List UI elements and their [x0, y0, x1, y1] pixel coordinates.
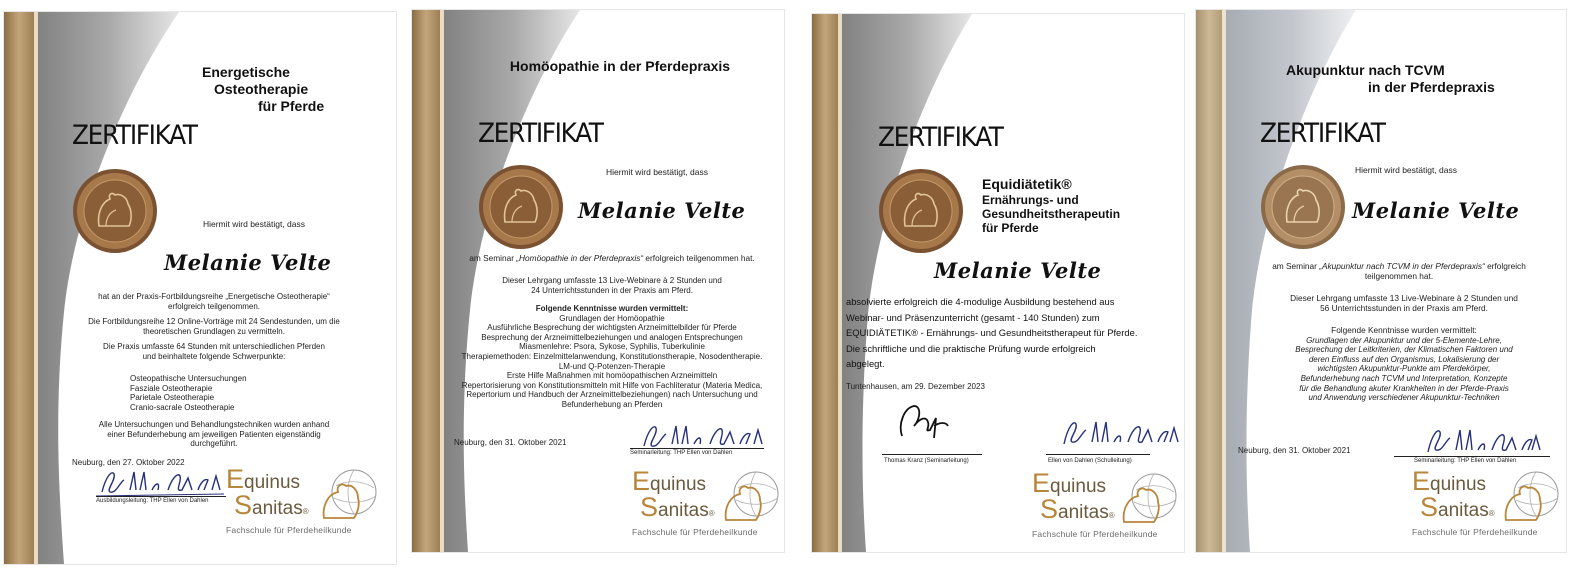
- certificate-title: [1286, 62, 1495, 96]
- signature-label-right: Ellen von Dahlen (Schulleitung): [1048, 458, 1132, 464]
- logo-letter: E: [1412, 466, 1431, 496]
- certificate-akupunktur: [1196, 10, 1566, 552]
- signature-image: [894, 396, 954, 454]
- body-line: abgelegt.: [846, 358, 885, 369]
- topic-item: LM-und Q-Potenzen-Therapie: [558, 361, 666, 371]
- title-line: Gesundheitstherapeutin: [982, 207, 1121, 221]
- signature-line: [1046, 454, 1150, 455]
- topic-item: Cranio-sacrale Osteotherapie: [130, 402, 235, 412]
- body-line: 56 Unterrichtsstunden in der Praxis am Pferd.: [1320, 302, 1488, 313]
- seminar-line: [442, 254, 782, 264]
- seal-icon: [1260, 164, 1346, 250]
- title-line: in der Pferdepraxis: [1368, 79, 1495, 95]
- certificate-body: [442, 276, 782, 295]
- seminar-prefix: am Seminar: [469, 253, 517, 263]
- seal-icon: [478, 164, 564, 250]
- body-line: Alle Untersuchungen und Behandlungstechniken wurden anhand: [98, 420, 330, 429]
- knowledge-heading: Folgende Kenntnisse wurden vermittelt:: [535, 304, 689, 313]
- logo-word: anitas: [1058, 502, 1109, 523]
- topic-item: Parietale Osteotherapie: [130, 393, 215, 403]
- recipient-name: Melanie Velte: [1352, 198, 1520, 223]
- certificate-body: [66, 292, 362, 362]
- body-line: durchgeführt.: [190, 439, 238, 449]
- body-line: hat an der Praxis-Fortbildungsreihe „Energetische Osteotherapie“: [98, 292, 330, 301]
- place-date: Neuburg, den 27. Oktober 2022: [72, 458, 185, 467]
- signature-label-left: Thomas Kranz (Seminarleitung): [884, 458, 969, 464]
- logo-letter: E: [226, 464, 245, 494]
- signature-image: [96, 464, 226, 500]
- body-line: Die Fortbildungsreihe 12 Online-Vorträge mit 24 Sendestunden, um die: [88, 317, 340, 327]
- title-line: Akupunktur nach TCVM: [1286, 62, 1445, 78]
- title-line: Homöopathie in der Pferdepraxis: [509, 58, 731, 74]
- confirm-text: Hiermit wird bestätigt, dass: [202, 219, 306, 229]
- signature-image: [1058, 414, 1180, 452]
- logo-word: anitas: [658, 500, 709, 521]
- body-line: EQUIDIÄTETIK® - Ernährungs- und Gesundheitstherapeut für Pferde.: [846, 327, 1138, 338]
- body-line: einer Befunderhebung am jeweiligen Patienten eigenständig: [107, 429, 321, 439]
- logo-registered: ®: [708, 509, 715, 518]
- seminar-title: „Homöopathie in der Pferdepraxis“: [516, 253, 644, 263]
- certificate-heading: ZERTIFIKAT: [72, 120, 197, 151]
- logo-word: anitas: [252, 498, 303, 519]
- place-date: Neuburg, den 31. Oktober 2021: [1238, 446, 1351, 455]
- certificate-homoeopathie: [412, 10, 784, 552]
- certificate-body: [846, 294, 1182, 372]
- title-line: für Pferde: [258, 98, 325, 114]
- seal-icon: [878, 168, 964, 254]
- horse-globe-icon: [1498, 468, 1562, 528]
- topic-item: Befunderhebung nach TCVM und Interpretation, Konzepte: [1300, 373, 1508, 383]
- certificate-heading: ZERTIFIKAT: [1260, 118, 1385, 149]
- topic-item: Grundlagen der Akupunktur und der 5-Elemente-Lehre,: [1306, 335, 1502, 345]
- certificate-heading: ZERTIFIKAT: [478, 118, 603, 149]
- closing-text: [66, 420, 362, 449]
- topic-item: wichtigsten Akupunktur-Punkte am Pferdekörper,: [1317, 364, 1491, 374]
- topic-item: Ausführliche Besprechung der wichtigsten Arzneimittelbilder für Pferde: [487, 323, 737, 333]
- certificate-title: [500, 58, 740, 75]
- logo-word: quinus: [1050, 476, 1107, 497]
- recipient-name: Melanie Velte: [164, 250, 332, 275]
- topic-item: Fasziale Osteotherapie: [130, 383, 213, 393]
- topic-item: Erste Hilfe Maßnahmen mit homöopathischen Arzneimitteln: [506, 371, 718, 381]
- topic-item: Osteopathische Untersuchungen: [130, 374, 247, 383]
- seal-icon: [72, 168, 158, 254]
- recipient-name: Melanie Velte: [934, 258, 1102, 283]
- title-line: Equidiätetik®: [982, 176, 1072, 192]
- certificate-title: [202, 64, 324, 115]
- logo-subtitle: Fachschule für Pferdeheilkunde: [1032, 529, 1158, 539]
- topic-item: Besprechung der Leitkriterien, der Klimatischen Faktoren und: [1295, 345, 1513, 355]
- topic-item: Besprechung der Arzneimittelbeziehungen und analogen Entsprechungen: [481, 332, 743, 342]
- seminar-line: [1236, 262, 1562, 281]
- topic-item: Repertorium und Handbuch der Arzneimittelbeziehungen) nach Untersuchung und: [466, 390, 758, 400]
- topic-list: [130, 374, 247, 412]
- signature-label: Seminarleitung: THP Ellen von Dahlen: [1414, 458, 1517, 464]
- signature-line: [96, 496, 226, 497]
- topic-item: deren Einfluss auf den Organismus, Lokalisierung der: [1308, 354, 1500, 364]
- topic-item: und Anwendung verschiedener Akupunktur-Techniken: [1308, 393, 1500, 403]
- signature-line: [1394, 456, 1550, 457]
- body-line: Dieser Lehrgang umfasste 13 Live-Webinare à 2 Stunden und: [502, 276, 722, 285]
- topic-item: Repertorisierung von Konstitutionsmitteln mit Hilfe von Fachliteratur (Materia Medica,: [461, 380, 763, 390]
- body-line: Die schriftliche und die praktische Prüfung wurde erfolgreich: [846, 342, 1096, 354]
- certificate-equidiaetetik: [812, 14, 1184, 552]
- logo-letter: S: [1420, 492, 1439, 522]
- seminar-suffix: erfolgreich: [1484, 261, 1526, 271]
- confirm-text: Hiermit wird bestätigt, dass: [605, 167, 709, 177]
- knowledge-heading: Folgende Kenntnisse wurden vermittelt:: [1331, 325, 1477, 335]
- title-line: Ernährungs- und: [982, 193, 1079, 207]
- title-line: Osteotherapie: [214, 81, 309, 97]
- topic-item: Therapiemethoden: Einzelmittelanwendung, Konstitutionstherapie, Nosodentherapie.: [461, 351, 763, 361]
- certificate-body: [1246, 294, 1562, 313]
- logo-letter: S: [640, 492, 659, 522]
- title-line: Energetische: [202, 64, 290, 80]
- logo-letter: E: [632, 466, 651, 496]
- title-line: für Pferde: [982, 221, 1039, 235]
- body-line: erfolgreich teilgenommen.: [167, 301, 261, 311]
- logo-word: quinus: [244, 472, 301, 493]
- body-line: Die Praxis umfasste 64 Stunden mit unterschiedlichen Pferden: [103, 342, 325, 352]
- logo-word: anitas: [1438, 500, 1489, 521]
- logo-letter: S: [234, 490, 253, 520]
- knowledge-section: [438, 304, 784, 410]
- logo-letter: E: [1032, 468, 1051, 498]
- horse-globe-icon: [1116, 470, 1180, 530]
- recipient-name: Melanie Velte: [578, 198, 746, 223]
- body-line: absolvierte erfolgreich die 4-modulige Ausbildung bestehend aus: [846, 296, 1115, 307]
- horse-globe-icon: [718, 468, 782, 528]
- topic-item: für die Behandlung akuter Krankheiten in der Pferde-Praxis: [1299, 383, 1509, 393]
- signature-line: [882, 454, 982, 455]
- logo-subtitle: Fachschule für Pferdeheilkunde: [226, 525, 352, 535]
- logo-word: quinus: [650, 474, 707, 495]
- logo-subtitle: Fachschule für Pferdeheilkunde: [632, 527, 758, 537]
- logo-registered: ®: [1488, 509, 1495, 518]
- horse-globe-icon: [316, 466, 380, 526]
- seminar-prefix: am Seminar: [1272, 261, 1320, 271]
- body-line: Dieser Lehrgang umfasste 13 Live-Webinare à 2 Stunden und: [1290, 293, 1518, 303]
- topic-item: Befunderhebung an Pferden: [561, 399, 663, 409]
- body-line: und beinhaltete folgende Schwerpunkte:: [142, 351, 286, 361]
- logo-registered: ®: [1108, 511, 1115, 520]
- body-line: 24 Unterrichtsstunden in der Praxis am Pferd.: [531, 285, 693, 295]
- seminar-line-2: teilgenommen hat.: [1364, 270, 1434, 281]
- certificate-heading: ZERTIFIKAT: [878, 122, 1003, 153]
- logo-word: quinus: [1430, 474, 1487, 495]
- topic-item: Grundlagen der Homöopathie: [559, 313, 665, 323]
- body-line: theoretischen Grundlagen zu vermitteln.: [143, 326, 285, 336]
- topic-item: Miasmenlehre: Psora, Sykose, Syphilis, Tuberkulinie: [519, 342, 705, 352]
- knowledge-section: [1256, 326, 1552, 403]
- seminar-title: „Akupunktur nach TCVM in der Pferdepraxis“: [1319, 261, 1485, 271]
- certificate-osteotherapie: [4, 12, 396, 564]
- signature-label: Seminarleitung: THP Ellen von Dahlen: [630, 450, 733, 456]
- place-date: Tuntenhausen, am 29. Dezember 2023: [846, 382, 985, 391]
- signature-image: [1422, 424, 1542, 458]
- logo-registered: ®: [302, 507, 309, 516]
- seminar-suffix: erfolgreich teilgenommen hat.: [643, 253, 755, 263]
- body-line: Webinar- und Präsenzunterricht (gesamt - 140 Stunden) zum: [846, 311, 1100, 323]
- place-date: Neuburg, den 31. Oktober 2021: [454, 438, 567, 447]
- signature-line: [630, 448, 764, 449]
- certificate-title: [982, 176, 1120, 235]
- signature-label: Ausbildungsleitung: THP Ellen von Dahlen: [96, 498, 209, 504]
- confirm-text: Hiermit wird bestätigt, dass: [1354, 165, 1458, 175]
- logo-subtitle: Fachschule für Pferdeheilkunde: [1412, 527, 1538, 537]
- logo-letter: S: [1040, 494, 1059, 524]
